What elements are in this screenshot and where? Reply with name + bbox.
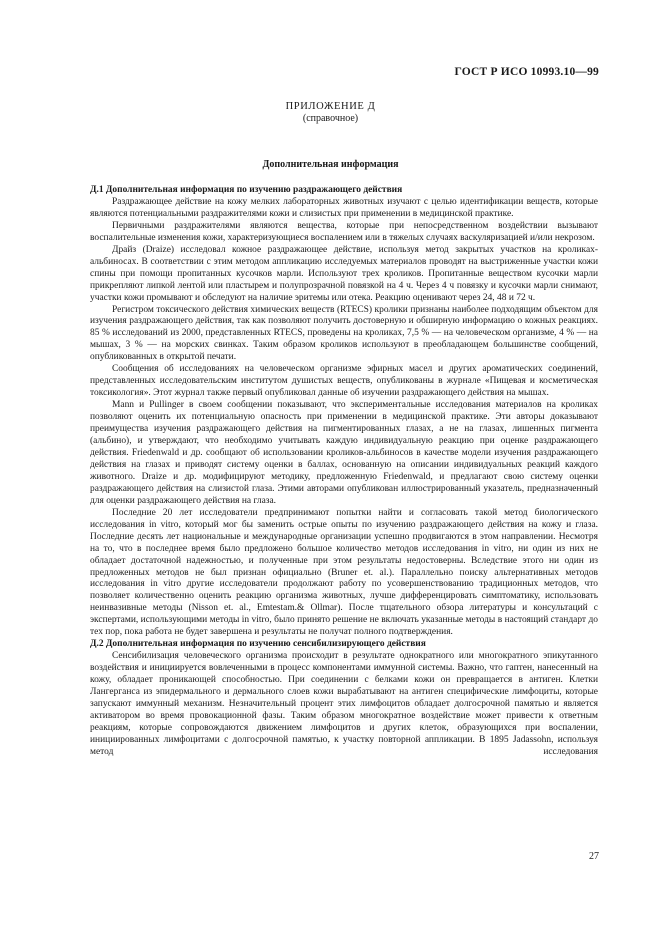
document-code: ГОСТ Р ИСО 10993.10—99 bbox=[454, 66, 599, 78]
paragraph: Регистром токсического действия химических веществ (RTECS) кролики признаны наиболее подходящим объектом для изучения раздражающего действия, так как позволяют получить достоверную и обширную информацию о кожных реакциях. 85 % исследований из 2000, представленных RTECS, проведены на кроликах, 7,5 % — на человеческом организме, 4 % — на мышах, 3 % — на морских свинках. Таким образом кроликов используют в преобладающем большинстве сообщений, опубликованных в открытой печати. bbox=[90, 304, 598, 363]
paragraph: Первичными раздражителями являются вещества, которые при непосредственном воздействии вызывают воспалительные изменения кожи, характеризующиеся воспалением или в тяжелых случаях васкуляризацией и/или некрозом. bbox=[90, 220, 598, 243]
paragraph: Mann и Pullinger в своем сообщении показывают, что экспериментальные исследования материалов на кроликах позволяют оценить их потенциальную опасность при применении в медицинской практике. Эти авторы доказывают преимущества изучения раздражающего действия на пигментированных глазах, а не на глазах, лишенных пигмента (альбино), и утверждают, что необходимо учитывать каждую индивидуальную реакцию при оценке раздражающего действия. Friedenwald и др. сообщают об использовании кроликов-альбиносов в качестве модели изучения раздражающего действия на глазах и приводят систему оценки в баллах, основанную на описании индивидуальных реакций каждого животного. Draize и др. модифицируют методику, предложенную Friedenwald, и предлагают свою систему оценки раздражающего действия на слизистой глаза. Этими авторами опубликован иллюстрированный указатель, предназначенный для оценки раздражающего действия на глаза. bbox=[90, 400, 598, 506]
document-body bbox=[90, 185, 598, 759]
paragraph: Раздражающее действие на кожу мелких лабораторных животных изучают с целью идентификации веществ, которые являются потенциальными раздражителями кожи и слизистых при применении в медицинской практике. bbox=[90, 196, 598, 219]
appendix-header bbox=[0, 101, 661, 125]
paragraph: Сообщения об исследованиях на человеческом организме эфирных масел и других ароматических соединений, представленных исследовательским институтом душистых веществ, опубликованы в журнале «Пищевая и косметическая токсикология». Этот журнал также первый опубликовал данные об изучении раздражающего действия на мышах. bbox=[90, 364, 598, 399]
appendix-title: ПРИЛОЖЕНИЕ Д bbox=[285, 101, 376, 112]
paragraph: Сенсибилизация человеческого организма происходит в результате однократного или многократного эпикутанного воздействия и инициируется вовлеченными в процесс компонентами иммунной системы. Важно, что гаптен, нанесенный на кожу, обладает проникающей способностью. При соединении с белками кожи он превращается в антиген. Клетки Лангерганса из эпидермального и дермального слоев кожи вырабатывают на антиген специфические лимфоциты, которые запускают иммунный механизм. Незначительный процент этих лимфоцитов обладает долгосрочной памятью и является активатором во время провокационной фазы. Таким образом многократное воздействие может привести к ответным реакциям, которые сопровождаются движением лимфоцитов и других клеток, образующихся при воспалении, инициированных лимфоцитами с долгосрочной памятью, к участку повторной аппликации. В 1895 Jadassohn, используя метод исследования bbox=[90, 651, 598, 757]
section-heading-d2: Д.2 Дополнительная информация по изучению сенсибилизирующего действия bbox=[90, 639, 426, 650]
main-title: Дополнительная информация bbox=[262, 159, 399, 170]
paragraph: Драйз (Draize) исследовал кожное раздражающее действие, используя метод закрытых участков на кроликах-альбиносах. В соответствии с этим методом аппликацию исследуемых материалов проводят на выстриженные участки кожи спины при помощи пропитанных кусочков марли. Используют трех кроликов. Пропитанные веществом кусочки марли прикрепляют липкой лентой или пластырем и полупрозрачной повязкой на 4 ч. Через 4 ч повязку и кусочки марли снимают, участки кожи промывают и обследуют на наличие эритемы или отека. Реакцию оценивают через 24, 48 и 72 ч. bbox=[90, 244, 598, 303]
paragraph: Последние 20 лет исследователи предпринимают попытки найти и согласовать такой метод биологического исследования in vitro, который мог бы заменить острые опыты по изучению раздражающего действия на кожу и глаза. Последние десять лет национальные и международные организации успешно продвигаются в этом направлении. Несмотря на то, что в последнее время было предложено большое количество методов исследования in vitro, ни один из них не обладает достаточной надежностью, и полученные при этом результаты недостоверны. Вследствие этого ни один из предложенных методов не был признан официально (Bruner et. al.). Параллельно поиску альтернативных методов исследования in vitro другие исследователи продолжают работу по усовершенствованию традиционных методов, что позволяет количественно оценить реакцию организма животных, лучше дифференцировать симптоматику, использовать неинвазивные методы (Nisson et. al., Emtestam.& Ollmar). После тщательного обзора литературы и консультаций с экспертами, использующими методы in vitro, было принято решение не включать указанные методы в настоящий стандарт до тех пор, пока работа не будет завершена и результаты не получат полного подтверждения. bbox=[90, 507, 598, 638]
page-number: 27 bbox=[589, 851, 599, 862]
appendix-subtitle: (справочное) bbox=[302, 113, 359, 124]
section-heading-d1: Д.1 Дополнительная информация по изучению раздражающего действия bbox=[90, 185, 403, 195]
